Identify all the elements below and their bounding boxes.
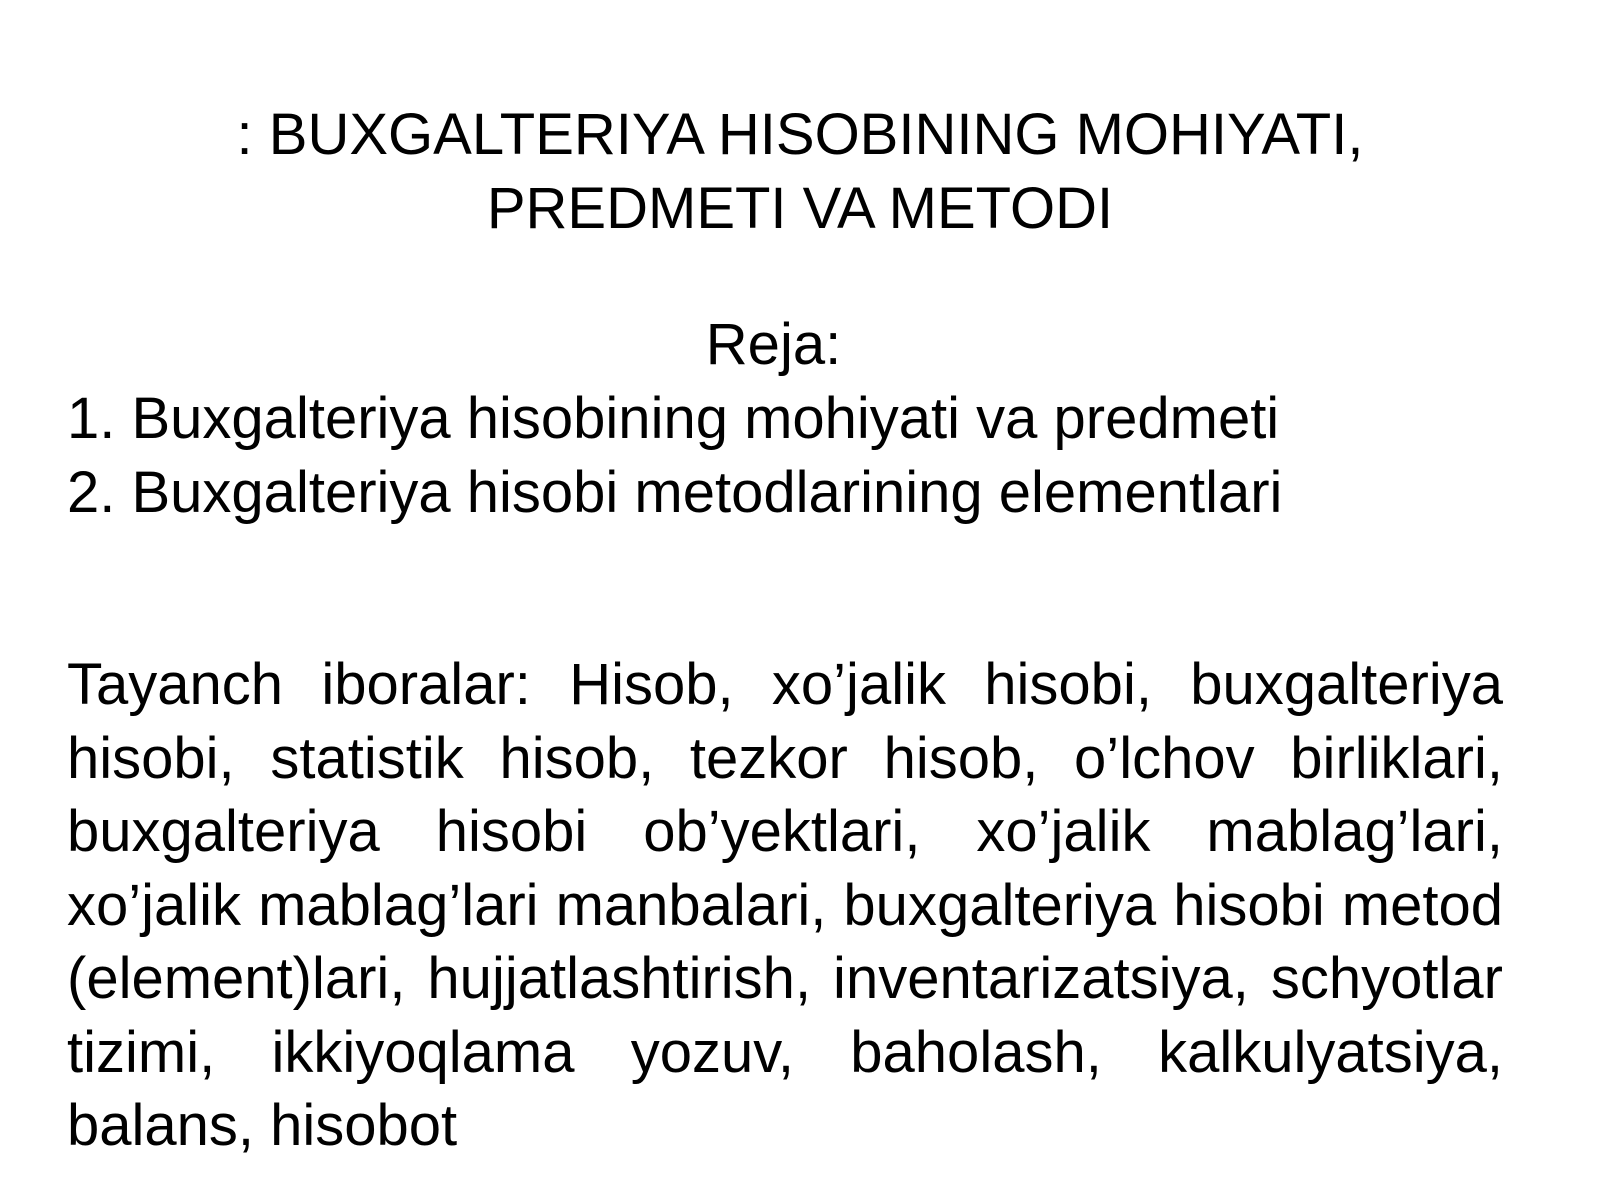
slide-title: [100, 98, 1500, 246]
plan-section: [67, 308, 1547, 530]
slide-title-line-1: : BUXGALTERIYA HISOBINING MOHIYATI,: [236, 102, 1364, 167]
keywords-paragraph: Tayanch iboralar: Hisob, xo’jalik hisobi, buxgalteriya hisobi, statistik hisob, tezkor hisob, o’lchov birliklari, buxgalteriya hisobi ob’yektlari, xo’jalik mablag’lari, xo’jalik mablag’lari manbalari, buxgalteriya hisobi metod (element)lari, hujjatlashtirish, inventarizatsiya, schyotlar tizimi, ikkiyoqlama yozuv, baholash, kalkulyatsiya, balans, hisobot: [67, 652, 1503, 1158]
plan-heading: Reja:: [705, 312, 842, 377]
plan-item-1: 1. Buxgalteriya hisobining mohiyati va predmeti: [67, 386, 1280, 451]
slide-title-line-2: PREDMETI VA METODI: [486, 176, 1114, 241]
plan-item-2: 2. Buxgalteriya hisobi metodlarining elementlari: [67, 460, 1283, 525]
